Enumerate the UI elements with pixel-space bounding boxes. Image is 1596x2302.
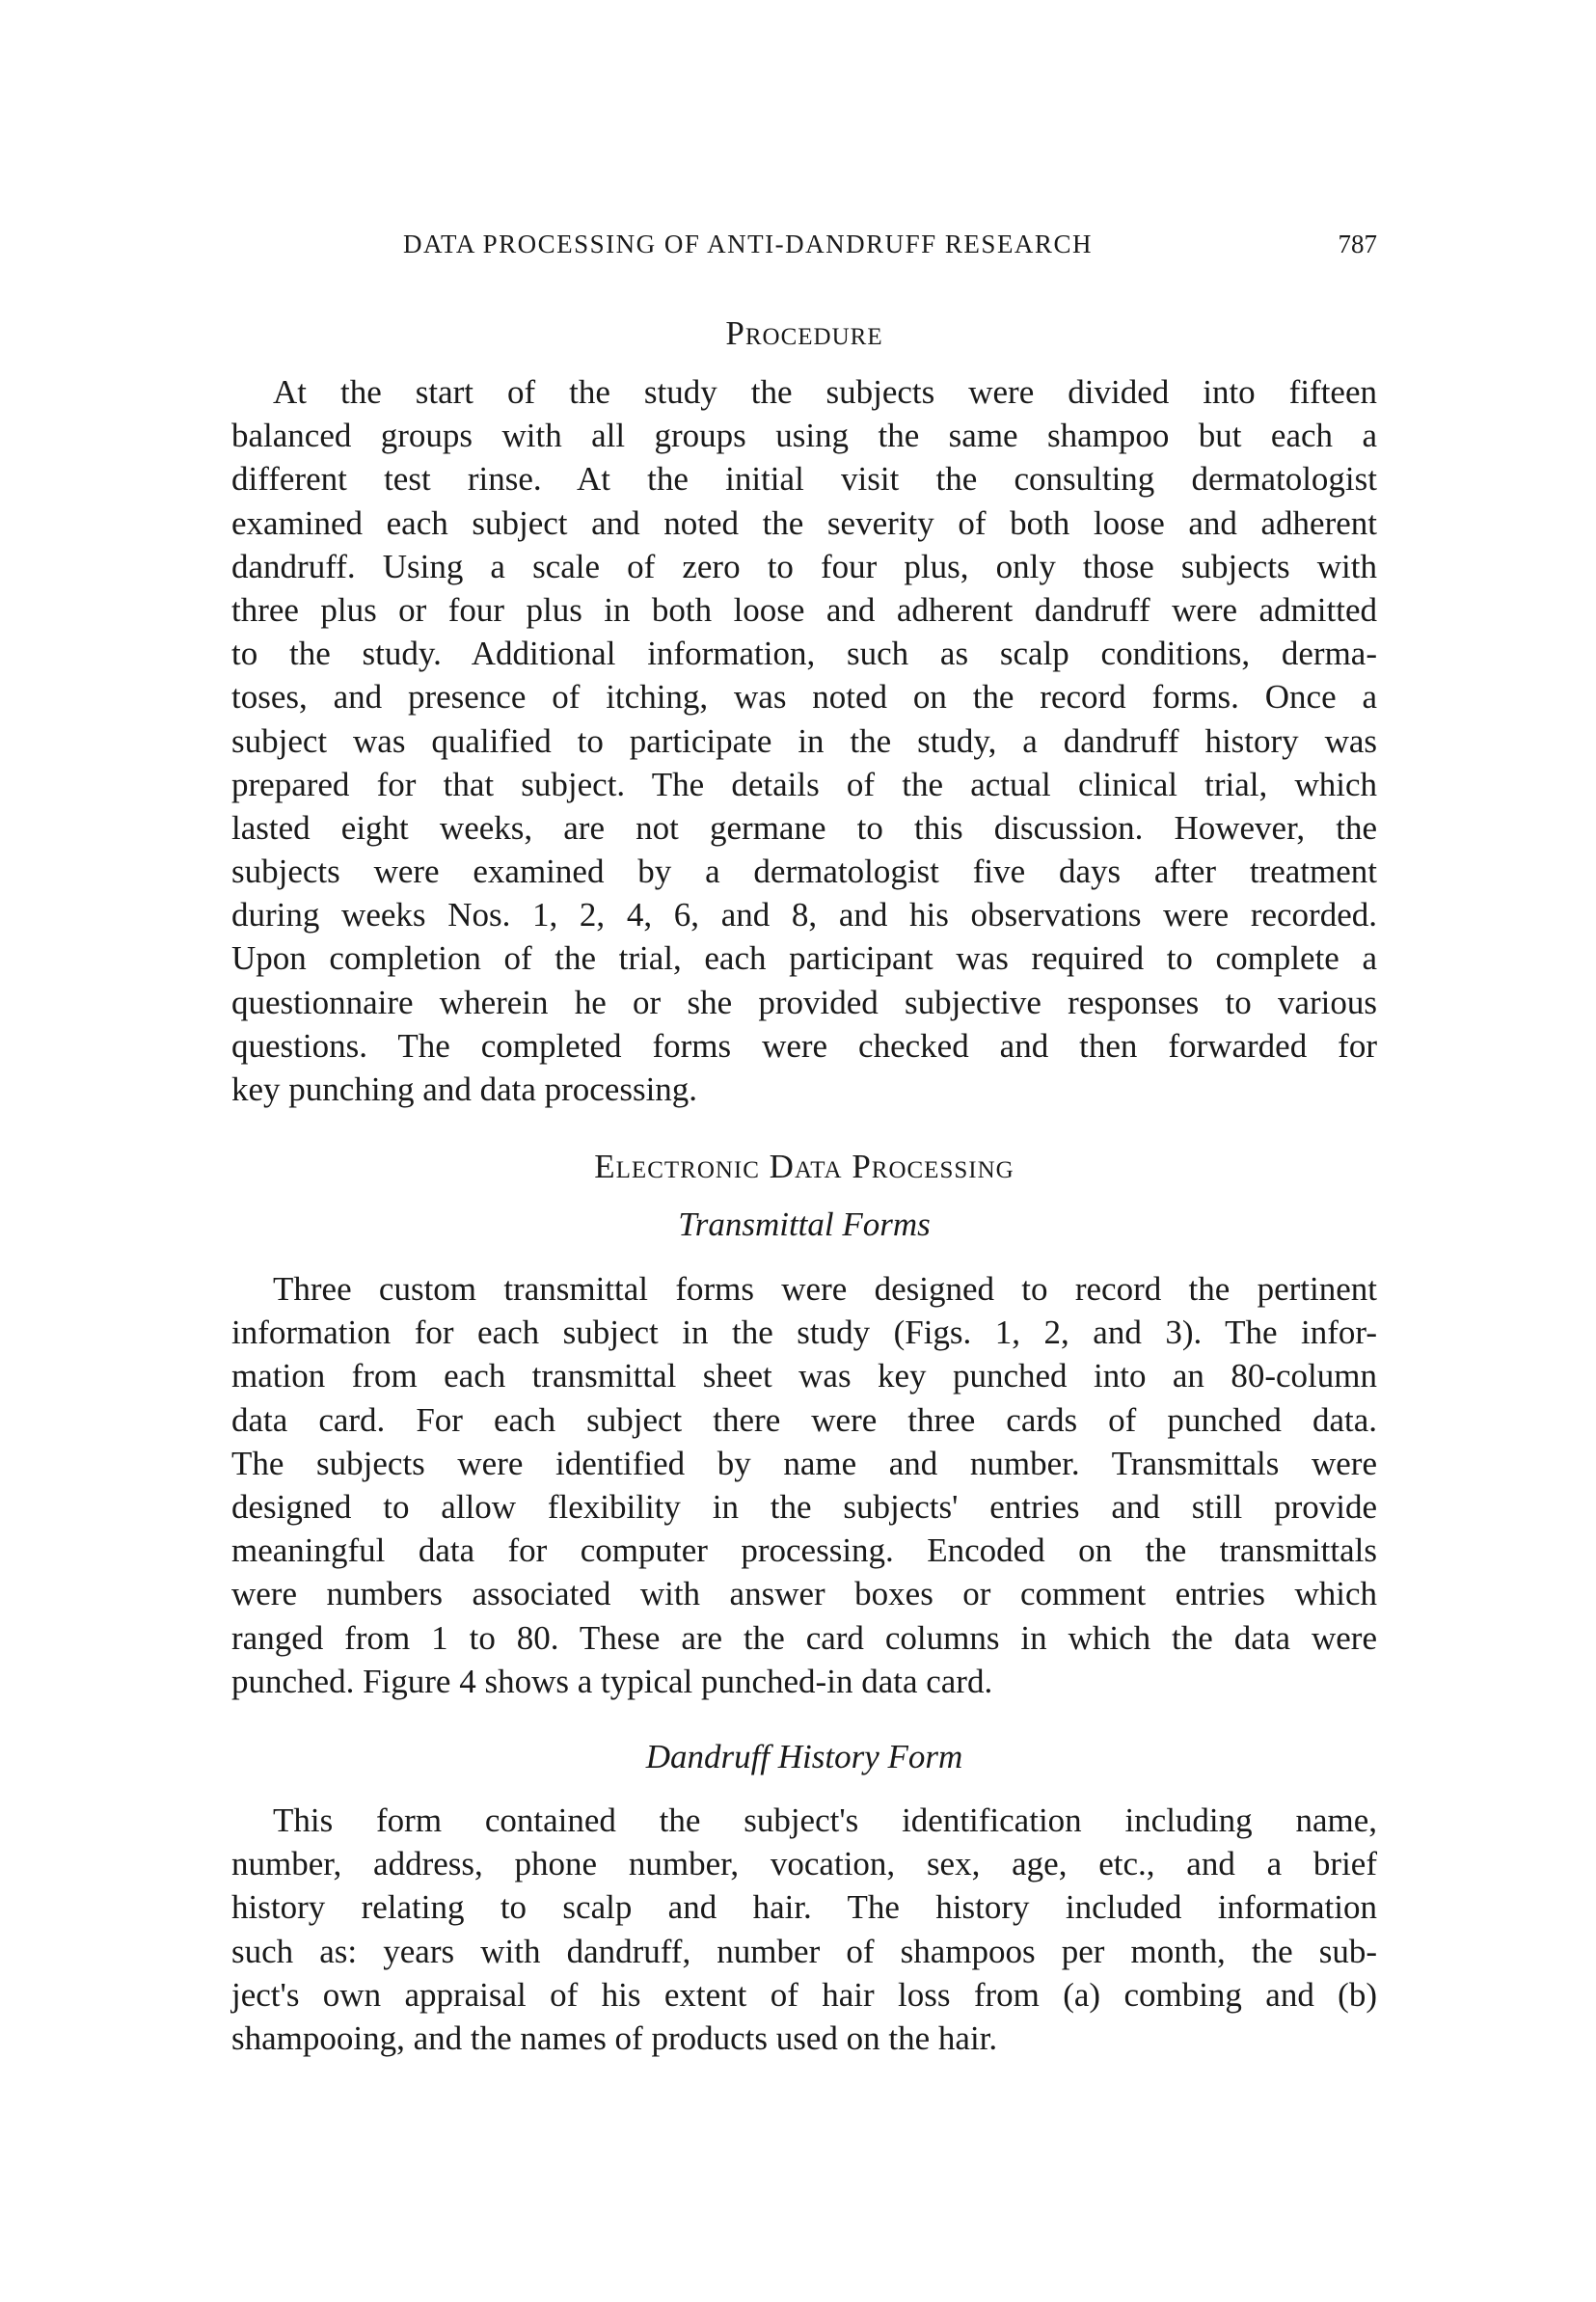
text-line: history relating to scalp and hair. The history included information (231, 1888, 1377, 1927)
text-line: shampooing, and the names of products used on the hair. (231, 2018, 998, 2057)
heading-electronic-data-processing: Electronic Data Processing (594, 1148, 1014, 1185)
paragraph-history (231, 1799, 1377, 2060)
text-line: mation from each transmittal sheet was key punched into an 80-column (231, 1357, 1377, 1395)
text-line: At the start of the study the subjects were divided into fifteen (273, 373, 1377, 411)
text-line: The subjects were identified by name and number. Transmittals were (231, 1444, 1377, 1482)
text-line: different test rinse. At the initial visit the consulting dermatologist (231, 460, 1377, 499)
text-line: information for each subject in the study (Figs. 1, 2, and 3). The infor- (231, 1313, 1377, 1352)
text-line: meaningful data for computer processing. Encoded on the transmittals (231, 1531, 1377, 1570)
running-header (231, 230, 1377, 268)
text-line: examined each subject and noted the severity of both loose and adherent (231, 503, 1377, 542)
text-line: punched. Figure 4 shows a typical punched-in data card. (231, 1662, 993, 1700)
subheading-dandruff-history-form: Dandruff History Form (645, 1738, 963, 1775)
text-line: during weeks Nos. 1, 2, 4, 6, and 8, and his observations were recorded. (231, 896, 1377, 934)
text-line: toses, and presence of itching, was noted on the record forms. Once a (231, 678, 1377, 717)
text-line: lasted eight weeks, are not germane to this discussion. However, the (231, 808, 1377, 847)
text-line: subjects were examined by a dermatologist five days after treatment (231, 853, 1377, 891)
heading-procedure: Procedure (725, 314, 883, 352)
text-line: number, address, phone number, vocation, sex, age, etc., and a brief (231, 1845, 1377, 1883)
text-line: to the study. Additional information, such as scalp conditions, derma- (231, 635, 1377, 673)
text-line: three plus or four plus in both loose and adherent dandruff were admitted (231, 590, 1377, 629)
text-line: designed to allow flexibility in the subjects' entries and still provide (231, 1487, 1377, 1526)
paragraph-transmittal (231, 1267, 1377, 1703)
text-line: questions. The completed forms were checked and then forwarded for (231, 1026, 1377, 1065)
paragraph-procedure (231, 370, 1377, 1111)
text-line: were numbers associated with answer boxes or comment entries which (231, 1575, 1377, 1613)
text-line: such as: years with dandruff, number of shampoos per month, the sub- (231, 1932, 1377, 1970)
text-line: Three custom transmittal forms were designed to record the pertinent (273, 1270, 1377, 1308)
text-line: questionnaire wherein he or she provided subjective responses to various (231, 983, 1377, 1021)
text-line: subject was qualified to participate in the study, a dandruff history was (231, 721, 1377, 760)
text-line: key punching and data processing. (231, 1070, 698, 1108)
text-line: prepared for that subject. The details of the actual clinical trial, which (231, 765, 1377, 803)
text-line: Upon completion of the trial, each participant was required to complete a (231, 939, 1377, 978)
subheading-transmittal-forms: Transmittal Forms (678, 1205, 931, 1243)
text-line: This form contained the subject's identification including name, (273, 1801, 1377, 1839)
page-number: 787 (1338, 230, 1377, 258)
text-line: data card. For each subject there were three cards of punched data. (231, 1400, 1377, 1439)
text-line: dandruff. Using a scale of zero to four plus, only those subjects with (231, 547, 1377, 585)
running-title: DATA PROCESSING OF ANTI-DANDRUFF RESEARCH (403, 230, 1093, 258)
text-line: ject's own appraisal of his extent of hair loss from (a) combing and (b) (231, 1975, 1377, 2014)
text-line: balanced groups with all groups using the same shampoo but each a (231, 417, 1377, 455)
text-line: ranged from 1 to 80. These are the card columns in which the data were (231, 1618, 1377, 1657)
